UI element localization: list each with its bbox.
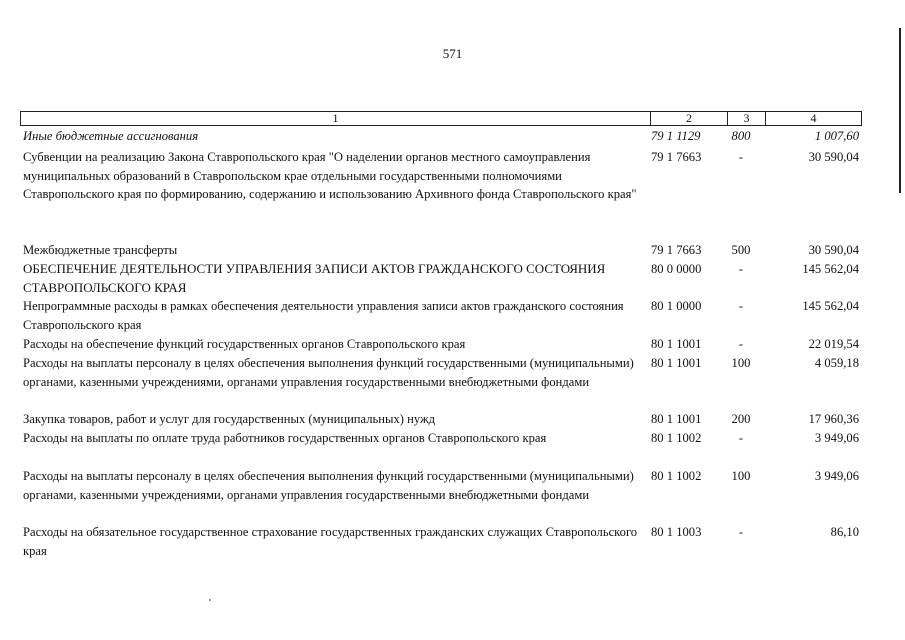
row-amount: 17 960,36 bbox=[808, 412, 859, 426]
row-type: - bbox=[738, 299, 744, 313]
row-name: Расходы на обязательное государственное страхование государственных гражданских служащих Ставропольского края bbox=[23, 525, 638, 558]
row-type: 100 bbox=[731, 469, 751, 483]
row-type: - bbox=[738, 431, 744, 445]
row-code: 80 1 1002 bbox=[651, 431, 702, 445]
row-amount: 3 949,06 bbox=[814, 431, 859, 445]
row-name: Межбюджетные трансферты bbox=[23, 243, 178, 257]
row-amount: 145 562,04 bbox=[802, 262, 859, 276]
row-name: Субвенции на реализацию Закона Ставропольского края "О наделении органов местного самоуправления муниципальных образований в Ставропольском крае отдельными государственными полномочиями Ставропольского края по формированию, содержанию и использованию Архивного фонда Ставропольского края" bbox=[23, 150, 637, 201]
row-name: Непрограммные расходы в рамках обеспечения деятельности управления записи актов гражданского состояния Ставропольского края bbox=[23, 299, 624, 332]
row-code: 80 1 1001 bbox=[651, 337, 702, 351]
scan-speck bbox=[209, 599, 211, 601]
header-col-4: 4 bbox=[810, 111, 817, 125]
row-code: 80 1 1002 bbox=[651, 469, 702, 483]
row-name: Закупка товаров, работ и услуг для государственных (муниципальных) нужд bbox=[23, 412, 436, 426]
row-name: Иные бюджетные ассигнования bbox=[23, 129, 199, 143]
row-amount: 1 007,60 bbox=[814, 129, 859, 143]
header-col-2: 2 bbox=[686, 111, 692, 125]
row-name: Расходы на выплаты по оплате труда работников государственных органов Ставропольского края bbox=[23, 431, 547, 445]
row-amount: 3 949,06 bbox=[814, 469, 859, 483]
row-amount: 4 059,18 bbox=[814, 356, 859, 370]
row-code: 80 1 1001 bbox=[651, 356, 702, 370]
row-type: 100 bbox=[731, 356, 751, 370]
row-code: 79 1 7663 bbox=[651, 243, 702, 257]
header-col-3: 3 bbox=[743, 111, 750, 125]
row-code: 79 1 1129 bbox=[651, 129, 701, 143]
row-amount: 22 019,54 bbox=[808, 337, 859, 351]
row-amount: 86,10 bbox=[830, 525, 859, 539]
row-amount: 30 590,04 bbox=[808, 150, 859, 164]
row-amount: 30 590,04 bbox=[808, 243, 859, 257]
page-number: 571 bbox=[442, 46, 463, 61]
row-name: Расходы на выплаты персоналу в целях обеспечения выполнения функций государственными (муниципальными) органами, казенными учреждениями, органами управления государственными внебюджетными фондами bbox=[23, 356, 634, 389]
table-header bbox=[20, 111, 862, 126]
row-type: 200 bbox=[731, 412, 751, 426]
row-type: - bbox=[738, 525, 744, 539]
row-amount: 145 562,04 bbox=[802, 299, 859, 313]
row-name: Расходы на обеспечение функций государственных органов Ставропольского края bbox=[23, 337, 466, 351]
header-col-1: 1 bbox=[332, 111, 339, 125]
row-type: - bbox=[738, 337, 744, 351]
row-type: 500 bbox=[731, 243, 751, 257]
row-type: - bbox=[738, 262, 744, 276]
row-type: 800 bbox=[731, 129, 751, 143]
row-code: 80 0 0000 bbox=[651, 262, 702, 276]
page-edge-line bbox=[899, 28, 901, 193]
row-name: Расходы на выплаты персоналу в целях обеспечения выполнения функций государственными (муниципальными) органами, казенными учреждениями, органами управления государственными внебюджетными фондами bbox=[23, 469, 634, 502]
row-type: - bbox=[738, 150, 744, 164]
row-code: 80 1 0000 bbox=[651, 299, 702, 313]
row-name: ОБЕСПЕЧЕНИЕ ДЕЯТЕЛЬНОСТИ УПРАВЛЕНИЯ ЗАПИСИ АКТОВ ГРАЖДАНСКОГО СОСТОЯНИЯ СТАВРОПОЛЬСКОГО КРАЯ bbox=[23, 261, 606, 295]
row-code: 80 1 1003 bbox=[651, 525, 702, 539]
row-code: 79 1 7663 bbox=[651, 150, 702, 164]
row-code: 80 1 1001 bbox=[651, 412, 702, 426]
